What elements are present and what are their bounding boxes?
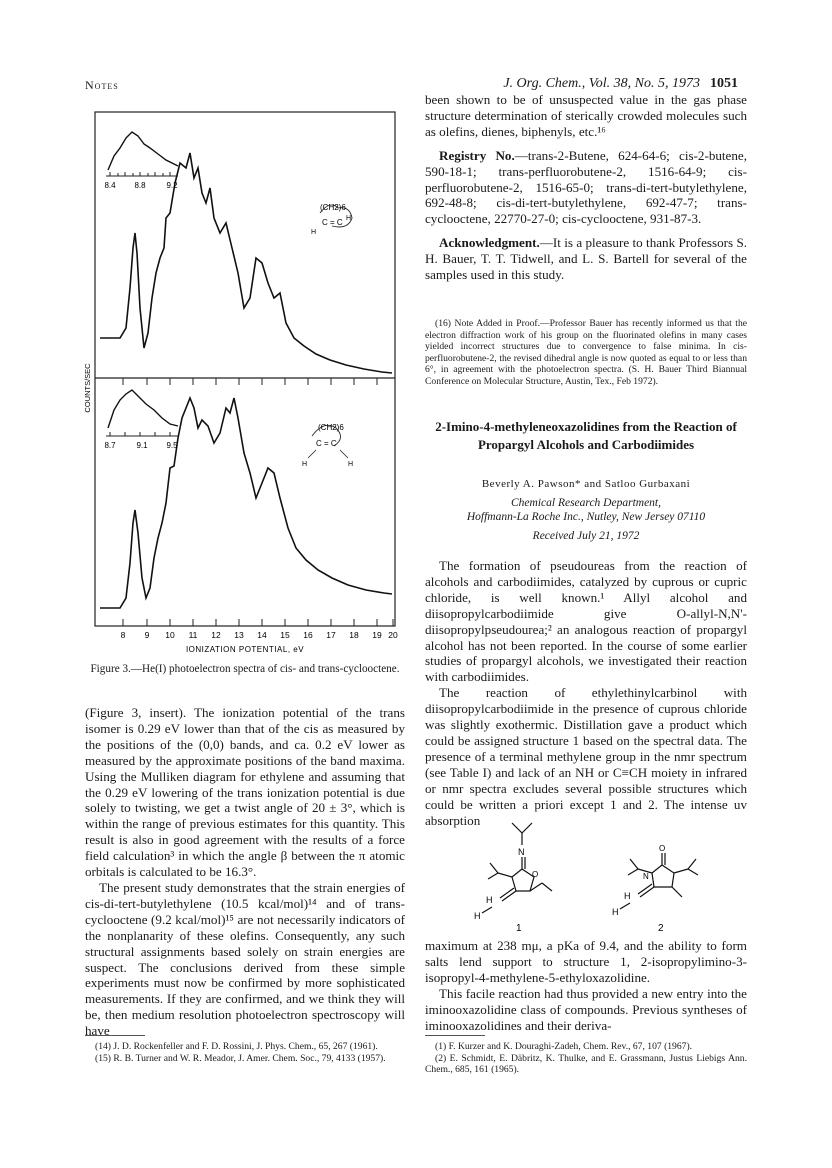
footnote-16: (16) Note Added in Proof.—Professor Bauer has recently informed us that the electron diffraction work of his group on the fluorinated olefins in many cases yielded incorrect structures due to convergence to false minima. In cis-perfluorobutene-2, the revised dihedral angle is now quoted as equal to or less than 6°, in agreement with the photoelectron spectra. (S. H. Bauer Third Biannual Conference on Molecular Structure, Austin, Tex., Feb 1972). [425, 318, 747, 387]
x-tick-14: 14 [257, 630, 267, 640]
footnote-rule-left [85, 1035, 145, 1036]
x-axis-tick-labels [121, 630, 398, 640]
registry-label: Registry No. [439, 147, 515, 163]
right-paragraph-1: The formation of pseudoureas from the reaction of alcohols and carbodiimides, catalyzed by cuprous or cupric chloride, is well known.¹ Allyl alcohol and diisopropylcarbodiimide give O-allyl-N,N'-diisopropylpseudourea;² an analogous reaction of propargyl alcohol has not been reported. In the course of some earlier studies of propargyl alcohols, we investigated their reaction with carbodiimides. [425, 558, 747, 685]
ack-paragraph [425, 235, 747, 283]
running-head-journal [503, 76, 738, 92]
bottom-inset-tick-3: 9.5 [166, 441, 178, 450]
x-tick-8: 8 [120, 630, 126, 640]
x-tick-17: 17 [326, 630, 336, 640]
bottom-ring-label: (CH2)6 [318, 423, 344, 432]
struct1-n: N [518, 847, 525, 857]
struct2-o: O [659, 844, 666, 853]
struct1-h2c: H [486, 895, 493, 905]
x-tick-16: 16 [303, 630, 313, 640]
struct1-o: O [532, 870, 539, 879]
top-inset [104, 132, 178, 190]
x-tick-9: 9 [144, 630, 150, 640]
bottom-h2: H [348, 461, 354, 468]
struct2-h2c: H [624, 891, 631, 901]
structures-figure [440, 815, 740, 935]
structure-1 [482, 823, 552, 913]
ack-label: Acknowledgment. [439, 235, 540, 251]
top-h1: H [311, 229, 317, 236]
received-date: Received July 21, 1972 [532, 530, 640, 542]
right-column-top [425, 92, 747, 283]
y-axis-label: COUNTS/SEC [83, 363, 92, 413]
x-axis-label: IONIZATION POTENTIAL, eV [185, 645, 305, 654]
photoelectron-figure [80, 108, 410, 660]
right-body-1 [425, 558, 747, 828]
bottom-bond-label: C = C [316, 439, 337, 448]
cis-cyclooctene-structure [302, 423, 353, 468]
footnote-14: (14) J. D. Rockenfeller and F. D. Rossini, J. Phys. Chem., 65, 267 (1961). [95, 1041, 378, 1052]
right-body-2 [425, 938, 747, 1033]
x-tick-13: 13 [234, 630, 244, 640]
x-tick-11: 11 [188, 630, 198, 640]
figure-caption: Figure 3.—He(I) photoelectron spectra of cis- and trans-cyclooctene. [90, 663, 400, 675]
affiliation-line-2: Hoffmann-La Roche Inc., Nutley, New Jersey 07110 [466, 511, 706, 523]
top-inset-tick-1: 8.4 [104, 181, 116, 190]
struct1-label: 1 [516, 923, 522, 934]
struct2-label: 2 [658, 923, 664, 934]
top-ring-label: (CH2)6 [320, 203, 346, 212]
right-paragraph-3: maximum at 238 mμ, a pKa of 9.4, and the ability to form salts lend support to structure 1, 2-isopropylimino-3-isopropyl-4-methylene-5-ethyloxazolidine. [425, 938, 747, 985]
top-inset-curve [108, 132, 178, 170]
x-tick-20: 20 [388, 630, 398, 640]
top-bond-label: C = C [322, 218, 343, 227]
article-title: 2-Imino-4-methyleneoxazolidines from the Reaction of Propargyl Alcohols and Carbodiimides [435, 419, 737, 452]
left-paragraph-1: (Figure 3, insert). The ionization potential of the trans isomer is 0.29 eV lower than that of the cis as measured by the positions of the (0,0) bands, and ca. 0.2 eV lower as measured by the approximate positions of the band maxima. Using the Mulliken diagram for ethylene and assuming that the 0.29 eV lowering of the trans ionization potential is due solely to twisting, we get a twist angle of 20 ± 3°, which is within the range of previous estimates for this quantity. This result is also in good agreement with the results of a force field calculation³ in which the angle β between the π atomic orbitals is calculated to be 16.3°. [85, 705, 405, 880]
footnote-1: (1) F. Kurzer and K. Douraghi-Zadeh, Chem. Rev., 67, 107 (1967). [435, 1041, 693, 1052]
top-inset-tick-3: 9.2 [166, 181, 178, 190]
top-h2: H [346, 215, 352, 222]
registry-paragraph [425, 148, 747, 228]
x-tick-15: 15 [280, 630, 290, 640]
left-column [85, 705, 405, 1039]
article-authors: Beverly A. Pawson* and Satloo Gurbaxani [481, 478, 691, 490]
top-inset-tick-2: 8.8 [134, 181, 146, 190]
x-axis-ticks [123, 619, 393, 626]
x-tick-10: 10 [165, 630, 175, 640]
bottom-inset-tick-1: 8.7 [104, 441, 116, 450]
struct1-h: H [474, 911, 481, 921]
right-paragraph-2: The reaction of ethylethinylcarbinol with diisopropylcarbodiimide in the presence of cuprous chloride was slightly exothermic. Distillation gave a product which could be assigned structure 1 based on the spectral data. The presence of a terminal methylene group in the nmr spectrum (see Table I) and lack of an NH or C≡CH moiety in infrared or nmr spectra excludes several possible structures which could be written a priori except 1 and 2. The intense uv absorption [425, 685, 747, 828]
right-paragraph-4: This facile reaction had thus provided a new entry into the iminooxazolidine class of compounds. Previous syntheses of iminooxazolidines and their deriva- [425, 985, 747, 1033]
bottom-inset [104, 390, 178, 450]
bottom-h1: H [302, 461, 308, 468]
continued-paragraph: been shown to be of unsuspected value in the gas phase structure determination of sterically crowded molecules such as olefins, dienes, biphenyls, etc.¹⁶ [425, 92, 747, 139]
footnote-15: (15) R. B. Turner and W. R. Meador, J. Amer. Chem. Soc., 79, 4133 (1957). [95, 1052, 386, 1064]
x-tick-18: 18 [349, 630, 359, 640]
affiliation-line-1: Chemical Research Department, [511, 497, 661, 509]
bottom-inset-curve [108, 390, 178, 428]
running-head-section: Notes [85, 78, 119, 92]
page-number: 1051 [710, 76, 738, 91]
structure-2 [620, 853, 698, 909]
x-tick-12: 12 [211, 630, 221, 640]
struct2-h: H [612, 907, 619, 917]
left-paragraph-2: The present study demonstrates that the strain energies of cis-di-tert-butylethylene (10.5 kcal/mol)¹⁴ and of trans-cyclooctene (9.2 kcal/mol)¹⁵ are not necessarily indicators of the nonplanarity of these olefins. Consequently, any such structural assignments based solely on strain energies are suspect. The conclusions derived from these simple experiments must now be confirmed by more sophisticated measurements. If they are confirmed, and we think they will be, then medium resolution photoelectron spectroscopy will have [85, 879, 405, 1039]
trans-cyclooctene-structure [311, 203, 352, 236]
bottom-inset-tick-2: 9.1 [136, 441, 148, 450]
struct2-n: N [643, 872, 649, 881]
x-tick-19: 19 [372, 630, 382, 640]
article-affiliation [425, 496, 747, 524]
left-footnotes [85, 1041, 405, 1064]
right-footnotes [425, 1041, 747, 1076]
note-added-in-proof [425, 318, 747, 388]
divider-ticks [123, 378, 377, 385]
footnote-2: (2) E. Schmidt, E. Däbritz, K. Thulke, and E. Grassmann, Justus Liebigs Ann. Chem., 685, 161 (1965). [425, 1052, 747, 1076]
ack-text: —It is a pleasure to thank Professors S. H. Bauer, T. T. Tidwell, and L. S. Bartell for several of the samples used in this study. [425, 235, 747, 283]
journal-citation: J. Org. Chem., Vol. 38, No. 5, 1973 [503, 76, 700, 91]
registry-text: —trans-2-Butene, 624-64-6; cis-2-butene, 590-18-1; trans-perfluorobutene-2, 1516-64-9; cis-perfluorobutene-2, 1516-65-0; trans-di-tert-butylethylene, 692-48-8; cis-di-tert-butylethylene, 692-47-7; trans-cyclooctene, 22770-27-0; cis-cyclooctene, 931-87-3. [425, 147, 747, 227]
footnote-rule-right [425, 1035, 485, 1036]
cis-spectrum-curve [100, 398, 392, 608]
